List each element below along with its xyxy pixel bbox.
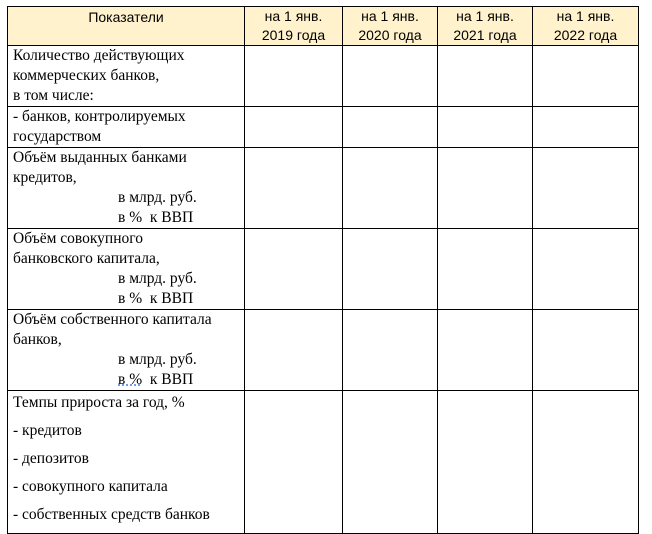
- table-cell[interactable]: [438, 229, 533, 310]
- table-row: [8, 107, 639, 148]
- table-row: [8, 310, 639, 391]
- table-row: [8, 148, 639, 229]
- table-cell[interactable]: [343, 391, 438, 534]
- table-cell[interactable]: [245, 148, 343, 229]
- table-cell[interactable]: [533, 148, 639, 229]
- row-label-state-banks: - банков, контролируемых государством: [8, 107, 245, 148]
- table-row: [8, 391, 639, 534]
- table-cell[interactable]: [343, 148, 438, 229]
- table-cell[interactable]: [343, 229, 438, 310]
- row-label-total-capital: Объём совокупного банковского капитала, в млрд. руб. в % к ВВП: [8, 229, 245, 310]
- table-cell[interactable]: [438, 310, 533, 391]
- table-cell[interactable]: [245, 107, 343, 148]
- header-2020: на 1 янв. 2020 года: [343, 7, 438, 46]
- table-row: [8, 229, 639, 310]
- table-cell[interactable]: [533, 391, 639, 534]
- row-label-growth-rates: Темпы прироста за год, % - кредитов - депозитов - совокупного капитала - собственных средств банков: [8, 391, 245, 534]
- table-cell[interactable]: [438, 391, 533, 534]
- table-cell[interactable]: [343, 310, 438, 391]
- row-label-credits: Объём выданных банками кредитов, в млрд. руб. в % к ВВП: [8, 148, 245, 229]
- table-cell[interactable]: [438, 107, 533, 148]
- header-2019: на 1 янв. 2019 года: [245, 7, 343, 46]
- header-2022: на 1 янв. 2022 года: [533, 7, 639, 46]
- header-row: [8, 7, 639, 46]
- row-label-own-capital: Объём собственного капитала банков, в млрд. руб. в % к ВВП: [8, 310, 245, 391]
- header-2021: на 1 янв. 2021 года: [438, 7, 533, 46]
- table-cell[interactable]: [343, 46, 438, 107]
- header-indicators: Показатели: [8, 7, 245, 46]
- table-cell[interactable]: [245, 46, 343, 107]
- indicators-table: [7, 6, 639, 534]
- table-cell[interactable]: [438, 46, 533, 107]
- table-cell[interactable]: [245, 391, 343, 534]
- table-cell[interactable]: [245, 229, 343, 310]
- table-cell[interactable]: [245, 310, 343, 391]
- table-cell[interactable]: [533, 229, 639, 310]
- pct-of-gdp-line: в % к ВВП: [118, 371, 194, 388]
- table-cell[interactable]: [343, 107, 438, 148]
- table-cell[interactable]: [438, 148, 533, 229]
- table-cell[interactable]: [533, 46, 639, 107]
- row-label-bank-count: Количество действующих коммерческих банков, в том числе:: [8, 46, 245, 107]
- table-cell[interactable]: [533, 107, 639, 148]
- table-row: [8, 46, 639, 107]
- table-cell[interactable]: [533, 310, 639, 391]
